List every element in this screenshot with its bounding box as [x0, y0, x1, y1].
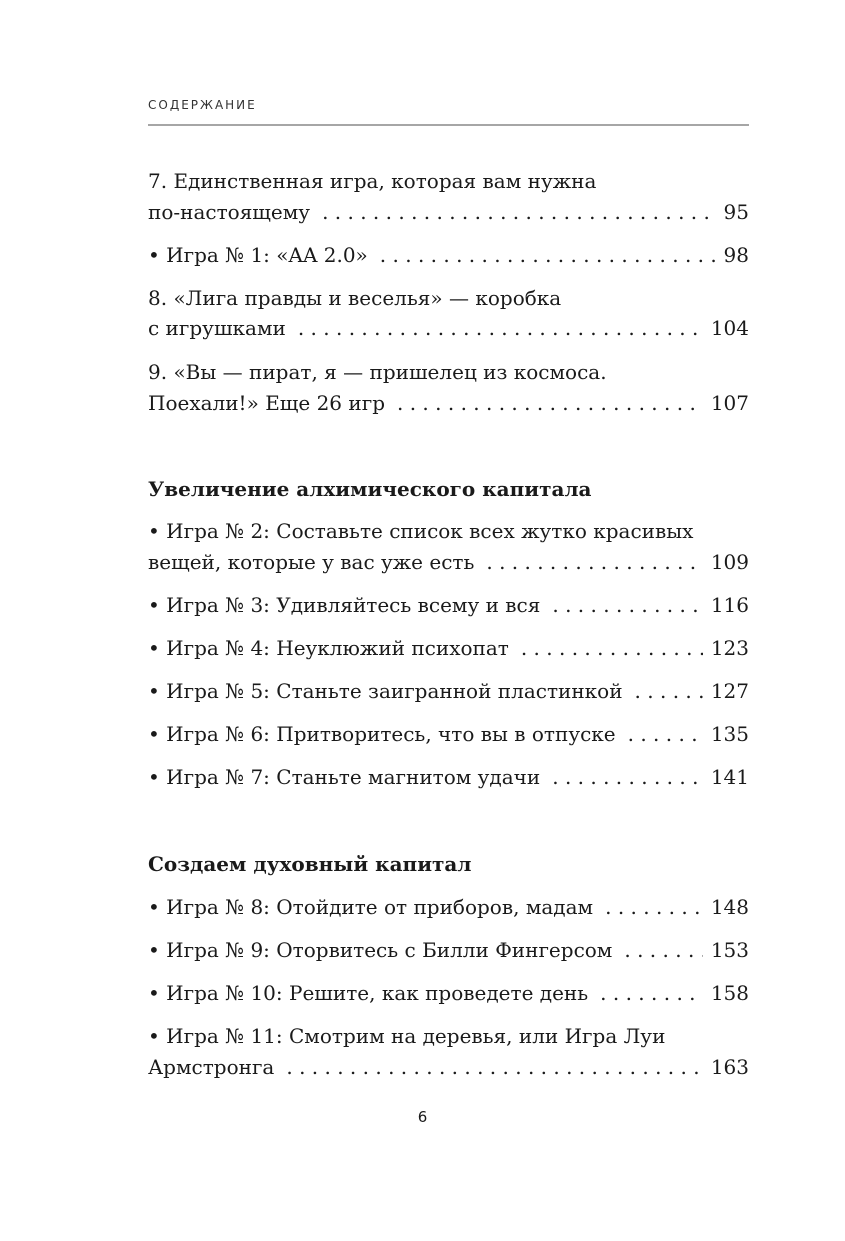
toc-entry-8-line-1: 8. «Лига правды и веселья» — коробка: [148, 286, 562, 310]
dot-leader: [624, 935, 702, 965]
toc-entry-title: Поехали!» Еще 26 игр: [148, 391, 385, 415]
toc-entry-title: • Игра № 9: Оторвитесь с Билли Фингерсом: [148, 938, 613, 962]
toc-entry-7-line-1: 7. Единственная игра, которая вам нужна: [148, 169, 597, 193]
toc-entry-game-2[interactable]: [148, 547, 749, 577]
toc-page-number: 158: [710, 981, 749, 1005]
dot-leader: [380, 240, 716, 270]
dot-leader: [521, 633, 703, 663]
dot-leader: [552, 590, 702, 620]
toc-page-number: 148: [710, 895, 749, 919]
toc-entry-title: • Игра № 8: Отойдите от приборов, мадам: [148, 895, 594, 919]
toc-entry-7[interactable]: [148, 197, 749, 227]
toc-page-number: 127: [710, 679, 749, 703]
toc-page-number: 135: [710, 722, 749, 746]
toc-page-number: 109: [710, 550, 749, 574]
running-head: СОДЕРЖАНИЕ: [148, 98, 257, 112]
toc-entry-title: Армстронга: [148, 1055, 275, 1079]
toc-entry-title: с игрушками: [148, 316, 286, 340]
toc-entry-title: • Игра № 3: Удивляйтесь всему и вся: [148, 593, 541, 617]
toc-entry-game-9[interactable]: [148, 935, 749, 965]
toc-page-number: 141: [710, 765, 749, 789]
toc-page-number: 116: [710, 593, 749, 617]
toc-entry-game-5[interactable]: [148, 676, 749, 706]
toc-page-number: 104: [710, 316, 749, 340]
toc-entry-game-10[interactable]: [148, 978, 749, 1008]
toc-entry-game-11[interactable]: [148, 1052, 749, 1082]
toc-entry-game-1[interactable]: [148, 240, 749, 270]
toc-entry-title: • Игра № 5: Станьте заигранной пластинкой: [148, 679, 623, 703]
toc-entry-title: • Игра № 6: Притворитесь, что вы в отпуске: [148, 722, 616, 746]
toc-entry-title: по-настоящему: [148, 200, 311, 224]
toc-entry-game-8[interactable]: [148, 892, 749, 922]
dot-leader: [322, 197, 715, 227]
toc-page-number: 163: [710, 1055, 749, 1079]
dot-leader: [486, 547, 702, 577]
toc-entry-game-3[interactable]: [148, 590, 749, 620]
toc-entry-game-11-line-1: • Игра № 11: Смотрим на деревья, или Игра Луи: [148, 1024, 666, 1048]
toc-entry-game-4[interactable]: [148, 633, 749, 663]
toc-page-number: 107: [710, 391, 749, 415]
toc-entry-game-6[interactable]: [148, 719, 749, 749]
page-number: 6: [417, 1108, 428, 1126]
section-title-spiritual: Создаем духовный капитал: [148, 852, 472, 876]
dot-leader: [605, 892, 703, 922]
toc-entry-title: • Игра № 4: Неуклюжий психопат: [148, 636, 509, 660]
toc-entry-title: • Игра № 10: Решите, как проведете день: [148, 981, 589, 1005]
toc-entry-title: • Игра № 7: Станьте магнитом удачи: [148, 765, 541, 789]
toc-page-number: 123: [710, 636, 749, 660]
dot-leader: [298, 313, 703, 343]
header-rule: [148, 124, 749, 126]
toc-entry-title: вещей, которые у вас уже есть: [148, 550, 475, 574]
toc-entry-8[interactable]: [148, 313, 749, 343]
toc-entry-title: • Игра № 1: «AA 2.0»: [148, 243, 368, 267]
section-title-alchemical: Увеличение алхимического капитала: [148, 477, 592, 501]
dot-leader: [600, 978, 703, 1008]
toc-entry-game-2-line-1: • Игра № 2: Составьте список всех жутко красивых: [148, 519, 694, 543]
dot-leader: [286, 1052, 702, 1082]
toc-page-number: 98: [723, 243, 749, 267]
dot-leader: [628, 719, 703, 749]
toc-page-number: 153: [710, 938, 749, 962]
toc-entry-9[interactable]: [148, 388, 749, 418]
dot-leader: [552, 762, 703, 792]
toc-page-number: 95: [723, 200, 749, 224]
toc-entry-9-line-1: 9. «Вы — пират, я — пришелец из космоса.: [148, 360, 607, 384]
dot-leader: [397, 388, 703, 418]
toc-entry-game-7[interactable]: [148, 762, 749, 792]
dot-leader: [635, 676, 703, 706]
